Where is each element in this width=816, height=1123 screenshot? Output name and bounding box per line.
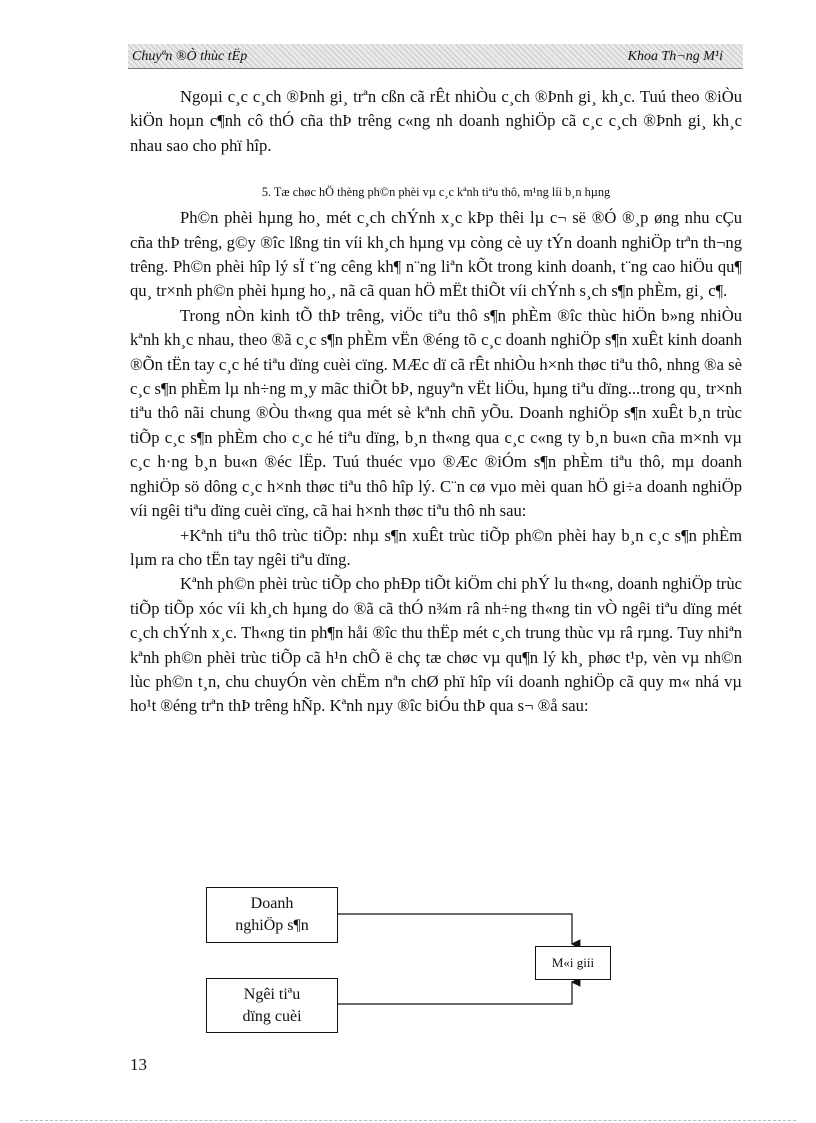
box-business-line2: nghiÖp s¶n — [235, 917, 309, 934]
box-broker: M«i giíi — [535, 946, 611, 980]
box-buyer-line2: dïng cuèi — [242, 1008, 302, 1025]
box-end-consumer — [206, 978, 338, 1033]
box-business-line1: Doanh — [250, 895, 294, 912]
box-business — [206, 887, 338, 943]
page-header — [128, 44, 743, 69]
page-body — [130, 85, 742, 719]
box-buyer-line1: Ngêi tiªu — [243, 986, 301, 1003]
connector-business-to-broker — [336, 914, 572, 944]
paragraph-distribution: Ph©n phèi hµng ho¸ mét c¸ch chÝnh x¸c kÞp thêi lµ c¬ së ®Ó ®¸p øng nhu cÇu cña thÞ trêng, g©y ®îc lßng tin víi kh¸ch hµng vµ còng cè uy tÝn doanh nghiÖp trªn th¬ng trêng. Ph©n phèi hîp lý sÏ t¨ng cêng kh¶ n¨ng liªn kÕt trong kinh doanh, t¨ng cao hiÖu qu¶ qu¸ tr×nh ph©n phèi hµng ho¸, nã cã quan hÖ mËt thiÕt víi chÝnh s¸ch s¶n phÈm, gi¸ c¶. — [130, 208, 742, 301]
connector-buyer-to-broker — [336, 982, 572, 1004]
header-left-title: Chuyªn ®Ò thùc tËp — [132, 49, 248, 64]
paragraph-pricing-methods: Ngoµi c¸c c¸ch ®Þnh gi¸ trªn cßn cã rÊt nhiÒu c¸ch ®Þnh gi¸ kh¸c. Tuú theo ®iÒu kiÖn hoµn c¶nh cô thÓ cña thÞ trêng c«ng nh doanh nghiÖp cã c¸c c¸ch ®Þnh gi¸ kh¸c nhau sao cho phï hîp. — [130, 87, 742, 155]
footer-divider — [20, 1120, 796, 1121]
page-number: 13 — [130, 1055, 147, 1074]
section-title: 5. Tæ chøc hÖ thèng ph©n phèi vµ c¸c kªnh tiªu thô, m¹ng líi b¸n hµng — [261, 185, 611, 200]
paragraph-direct-channel-detail: Kªnh ph©n phèi trùc tiÕp cho phÐp tiÕt kiÖm chi phÝ lu th«ng, doanh nghiÖp trùc tiÕp tiÕp xóc víi kh¸ch hµng do ®ã cã thÓ n¾m râ nh÷ng th«ng tin vÒ ngêi tiªu dïng mét c¸ch chÝnh x¸c. Th«ng tin ph¶n håi ®îc thu thËp mét c¸ch trung thùc vµ râ rµng. Tuy nhiªn kªnh ph©n phèi trùc tiÕp cã h¹n chÕ ë chç tæ chøc vµ qu¶n lý kh¸ phøc t¹p, vèn vµ nh©n lùc ph©n t¸n, chu chuyÓn vèn chËm nªn chØ phï hîp víi doanh nghiÖp cã quy m« nhá vµ ho¹t ®éng trªn thÞ trêng hÑp. Kªnh nµy ®îc biÓu thÞ qua s¬ ®å sau: — [130, 574, 742, 716]
paragraph-market-economy: Trong nÒn kinh tÕ thÞ trêng, viÖc tiªu thô s¶n phÈm ®îc thùc hiÖn b»ng nhiÒu kªnh kh¸c nhau, theo ®ã c¸c s¶n phÈm vËn ®éng tõ c¸c doanh nghiÖp s¶n xuÊt kinh doanh ®Õn tËn tay c¸c hé tiªu dïng cuèi cïng. MÆc dï cã rÊt nhiÒu h×nh thøc tiªu thô, nhng ®a sè c¸c s¶n phÈm lµ nh÷ng m¸y mãc thiÕt bÞ, nguyªn vËt liÖu, hµng tiªu dïng...trong qu¸ tr×nh tiªu thô nãi chung ®Òu th«ng qua mét sè kªnh chñ yÕu. Doanh nghiÖp s¶n xuÊt b¸n trùc tiÕp c¸c s¶n phÈm cho c¸c hé tiªu dïng, b¸n th«ng qua c¸c c«ng ty b¸n bu«n cña m×nh vµ c¸c h·ng b¸n bu«n ®éc lËp. Tuú thuéc vµo ®Æc ®iÓm s¶n phÈm tiªu thô, mµ doanh nghiÖp sö dông c¸c h×nh thøc tiªu thô hîp lý. C¨n cø vµo mèi quan hÖ gi÷a doanh nghiÖp víi ngêi tiªu dïng cuèi cïng, cã hai h×nh thøc tiªu thô nh sau: — [130, 305, 742, 521]
paragraph-direct-channel: +Kªnh tiªu thô trùc tiÕp: nhµ s¶n xuÊt trùc tiÕp ph©n phèi hay b¸n c¸c s¶n phÈm lµm ra cho tËn tay ngêi tiªu dïng. — [130, 525, 742, 569]
header-right-title: Khoa Th¬ng M¹i — [627, 49, 723, 64]
